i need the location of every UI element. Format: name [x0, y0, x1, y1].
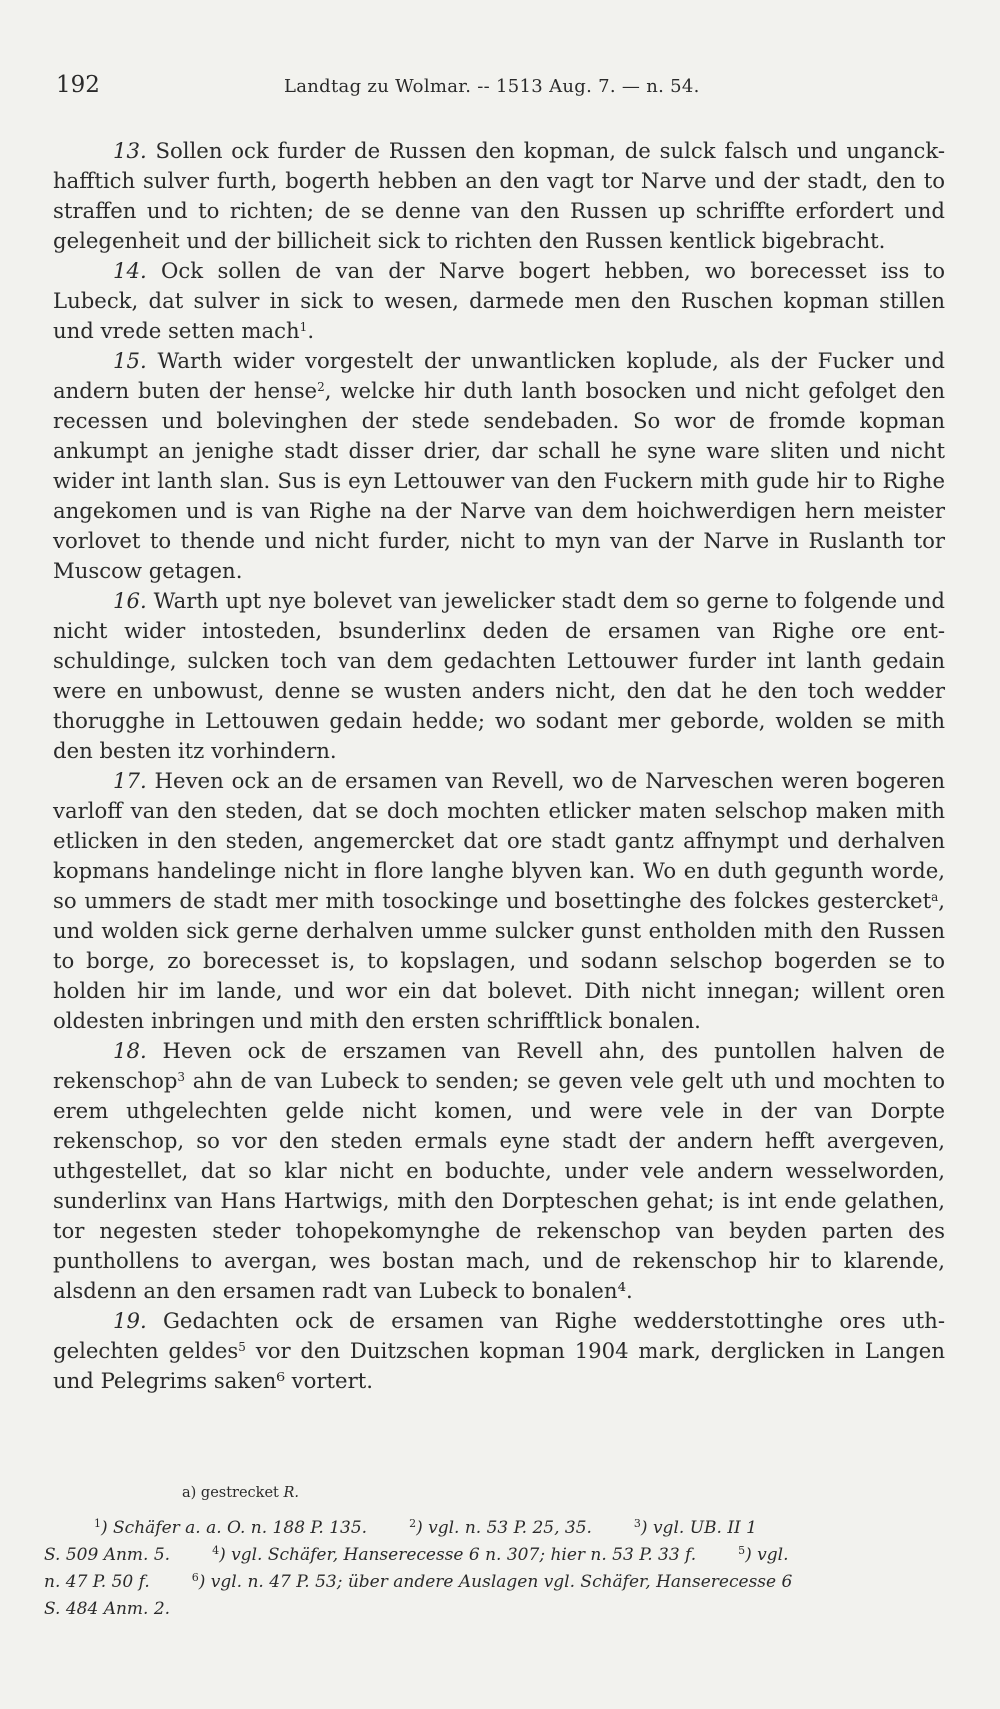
footnotes	[44, 1515, 929, 1623]
footnote-line	[44, 1515, 929, 1542]
page-header	[56, 72, 936, 112]
paragraph-text: Warth wider vorgestelt der unwantlicken koplude, als der Fucker und andern buten der hense	[53, 348, 945, 403]
footnote-text: S. 509 Anm. 5.	[44, 1545, 171, 1565]
footnote-ref: 2	[317, 380, 325, 394]
footnote-text: ) vgl.	[745, 1545, 789, 1565]
running-title: Landtag zu Wolmar. -- 1513 Aug. 7. — n. 54.	[284, 76, 700, 97]
footnote-marker: 6	[191, 1571, 199, 1584]
footnote-line	[44, 1596, 929, 1623]
paragraph-number: 19.	[113, 1308, 147, 1333]
footnote-marker: 2	[409, 1517, 417, 1530]
page-number: 192	[56, 72, 100, 98]
footnote-ref: a	[931, 890, 939, 904]
footnote-text: ) vgl. n. 47 P. 53; über andere Auslagen vgl. Schäfer, Hanserecesse 6	[198, 1572, 793, 1592]
footnote-line	[44, 1542, 929, 1569]
footnote-text: ) Schäfer a. a. O. n. 188 P. 135.	[101, 1518, 368, 1538]
paragraph-text-cont: ahn de van Lubeck to senden; se geven vele gelt uth und mochten to erem uthgelechten gelde nicht komen, und were vele in der van Dorpte rekenschop, so vor den steden ermals eyne stadt der andern hefft avergeven, uthgestellet, dat so klar nicht en boduchte, under vele andern wesselworden, sunderlinx van Hans Hartwigs, mith den Dorpteschen gehat; is int ende gelathen, tor negesten steder tohopekomynghe de rekenschop van beyden parten des punthollens to avergan, wes bostan mach, und de rekenschop hir to klarende, alsdenn an den ersamen radt van Lubeck to bonalen⁴.	[53, 1068, 945, 1303]
paragraph-text: Ock sollen de van der Narve bogert hebben, wo borecesset iss to Lubeck, dat sulver in sick to wesen, darmede men den Ruschen kopman stillen und vrede setten mach	[53, 258, 945, 343]
footnote-text: ) vgl. n. 53 P. 25, 35.	[416, 1518, 592, 1538]
paragraph-number: 17.	[113, 768, 147, 793]
footnote-marker: 4	[212, 1544, 220, 1557]
paragraph-16	[53, 586, 945, 766]
paragraph-text: Heven ock de erszamen van Revell ahn, des puntollen halven de rekenschop	[53, 1038, 945, 1093]
paragraph-number: 13.	[113, 138, 147, 163]
footnote-marker: 3	[633, 1517, 641, 1530]
footnote-line	[44, 1569, 929, 1596]
footnote-marker: 1	[94, 1517, 101, 1530]
paragraph-text: Heven ock an de ersamen van Revell, wo de Narveschen weren bogeren varloff van den steden, dat se doch mochten etlicker maten selschop maken mith etlicken in den steden, angemercket dat ore stadt gantz affnympt und derhalven kopmans handelinge nicht in flore langhe blyven kan. Wo en duth gegunth worde, so ummers de stadt mer mith tosockinge und bosettinghe des folckes gestercket	[53, 768, 945, 913]
footnote-marker: 5	[738, 1544, 746, 1557]
footnote-ref: 1	[299, 320, 308, 334]
paragraph-text: Warth upt nye bolevet van jewelicker stadt dem so gerne to folgende und nicht wider intosteden, bsunderlinx deden de ersamen van Righe ore ent-schuldinge, sulcken toch van dem gedachten Lettouwer furder int lanth gedain were en unbowust, denne se wusten anders nicht, den dat he den toch wedder thorugghe in Lettouwen gedain hedde; wo sodant mer geborde, wolden se mith den besten itz vorhindern.	[53, 588, 945, 763]
footnote-text: S. 484 Anm. 2.	[44, 1599, 171, 1619]
paragraph-19	[53, 1306, 945, 1396]
paragraph-13	[53, 136, 945, 256]
paragraph-number: 18.	[113, 1038, 147, 1063]
footnote-ref: 5	[238, 1340, 246, 1354]
paragraph-text: Sollen ock furder de Russen den kopman, de sulck falsch und unganck-hafftich sulver furth, bogerth hebben an den vagt tor Narve und der stadt, den to straffen und to richten; de se denne van den Russen up schriffte erfordert und gelegenheit und der billicheit sick to richten den Russen kentlick bigebracht.	[53, 138, 945, 253]
paragraph-number: 16.	[113, 588, 147, 613]
paragraph-text-cont: .	[307, 318, 315, 343]
paragraph-number: 15.	[113, 348, 147, 373]
textual-note-text: a) gestrecket	[182, 1485, 279, 1501]
paragraph-text-cont: , welcke hir duth lanth bosocken und nicht gefolget den recessen und bolevinghen der stede sendebaden. So wor de fromde kopman ankumpt an jenighe stadt disser drier, dar schall he syne ware sliten und nicht wider int lanth slan. Sus is eyn Lettouwer van den Fuckern mith gude hir to Righe angekomen und is van Righe na der Narve van dem hoichwerdigen hern meister vorlovet to thende und nicht furder, nicht to myn van der Narve in Ruslanth tor Muscow getagen.	[53, 378, 945, 583]
footnote-text: ) vgl. Schäfer, Hanserecesse 6 n. 307; hier n. 53 P. 33 f.	[219, 1545, 697, 1565]
body-text	[53, 136, 945, 1396]
paragraph-18	[53, 1036, 945, 1306]
paragraph-number: 14.	[113, 258, 147, 283]
paragraph-17	[53, 766, 945, 1036]
paragraph-14	[53, 256, 945, 346]
textual-note-siglum: R.	[278, 1485, 300, 1501]
textual-note	[182, 1485, 299, 1501]
footnote-text: n. 47 P. 50 f.	[44, 1572, 150, 1592]
paragraph-text: Gedachten ock de ersamen van Righe wedderstottinghe ores uth-gelechten geldes	[53, 1308, 945, 1363]
footnote-text: ) vgl. UB. II 1	[640, 1518, 757, 1538]
paragraph-text-cont: , und wolden sick gerne derhalven umme sulcker gunst entholden mith den Russen to borge, zo borecesset is, to kopslagen, und sodann selschop bogerden se to holden hir im lande, und wor ein dat bolevet. Dith nicht innegan; willent oren oldesten inbringen und mith den ersten schrifftlick bonalen.	[53, 888, 945, 1033]
paragraph-15	[53, 346, 945, 586]
footnote-ref: 3	[177, 1070, 186, 1084]
paragraph-text-cont: vor den Duitzschen kopman 1904 mark, derglicken in Langen und Pelegrims saken⁶ vortert.	[53, 1338, 945, 1393]
